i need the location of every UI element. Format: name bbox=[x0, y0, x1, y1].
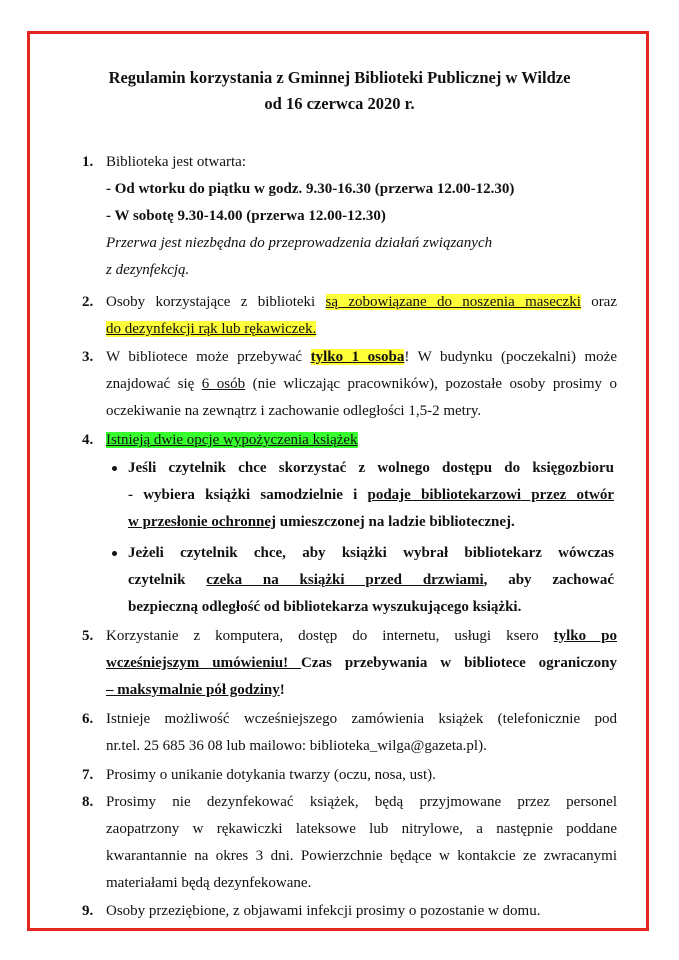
contact-line: nr.tel. 25 685 36 08 lub mailowo: biblioteka_wilga@gazeta.pl). bbox=[106, 738, 487, 754]
rule-text-line3: kwarantannie na okres 3 dni. Powierzchnie będące w kontakcie ze zwracanymi bbox=[106, 848, 617, 864]
document-subtitle-date: od 16 czerwca 2020 r. bbox=[264, 94, 415, 113]
item-number: 2. bbox=[82, 294, 94, 310]
bullet-dot bbox=[112, 466, 117, 471]
item-number: 6. bbox=[82, 711, 94, 727]
rule-item-6 bbox=[82, 706, 617, 760]
break-note-line1: Przerwa jest niezbędna do przeprowadzenia działań związanych bbox=[106, 235, 493, 251]
rule-item-7 bbox=[82, 762, 617, 789]
bullet-option-2 bbox=[128, 540, 614, 621]
bullet-text-line1: Jeżeli czytelnik chce, aby książki wybrał bibliotekarz wówczas bbox=[128, 545, 614, 561]
bullet-text-line3: bezpieczną odległość od bibliotekarza wyszukującego książki. bbox=[128, 599, 522, 615]
document-title: Regulamin korzystania z Gminnej Biblioteki Publicznej w Wildze bbox=[108, 68, 571, 87]
rule-text-line1: W bibliotece może przebywać tylko 1 osoba! W budynku (poczekalni) może bbox=[106, 349, 617, 365]
rule-text-line2 bbox=[106, 316, 617, 343]
rule-text-line1: Prosimy o unikanie dotykania twarzy (oczu, nosa, ust). bbox=[106, 767, 436, 783]
protective-shield-underline: w przesłonie ochronnej bbox=[128, 514, 277, 530]
item-number: 3. bbox=[82, 349, 94, 365]
rule-text-line1: Osoby korzystające z biblioteki są zobowiązane do noszenia maseczki oraz bbox=[106, 294, 617, 310]
rule-text-line1: Korzystanie z komputera, dostęp do internetu, usługi ksero tylko po bbox=[106, 628, 617, 644]
bullet-option-1 bbox=[128, 455, 614, 536]
rule-text-line1 bbox=[106, 427, 617, 454]
two-options-highlight: Istnieją dwie opcje wypożyczenia książek bbox=[106, 432, 358, 448]
hand-over-underline: podaje bibliotekarzowi przez otwór bbox=[367, 487, 614, 503]
rule-text-line3: oczekiwanie na zewnątrz i zachowanie odległości 1,5-2 metry. bbox=[106, 403, 482, 419]
rule-text-line2: zaopatrzony w rękawiczki lateksowe lub nitrylowe, a następnie poddane bbox=[106, 821, 617, 837]
bullet-text-line2: - wybiera książki samodzielnie i podaje bibliotekarzowi przez otwór bbox=[128, 487, 614, 503]
disinfection-requirement-highlight: do dezynfekcji rąk lub rękawiczek. bbox=[106, 321, 317, 337]
rule-item-4 bbox=[82, 427, 617, 454]
rule-item-3 bbox=[82, 344, 617, 425]
rule-item-8 bbox=[82, 789, 617, 897]
item-number: 5. bbox=[82, 628, 94, 644]
item-number: 9. bbox=[82, 903, 94, 919]
opening-hours-intro: Biblioteka jest otwarta: bbox=[106, 154, 246, 170]
bullet-dot bbox=[112, 551, 117, 556]
half-hour-underline: – maksymalnie pół godziny bbox=[106, 682, 280, 698]
bullet-text-line3: w przesłonie ochronnej umieszczonej na ladzie bibliotecznej. bbox=[128, 514, 515, 530]
rule-item-5 bbox=[82, 623, 617, 704]
opening-hours-weekdays: - Od wtorku do piątku w godz. 9.30-16.30 (przerwa 12.00-12.30) bbox=[106, 181, 515, 197]
rule-item-1 bbox=[82, 149, 617, 284]
rule-text-line2: wcześniejszym umówieniu! Czas przebywania w bibliotece ograniczony bbox=[106, 655, 617, 671]
rule-text-line1: Osoby przeziębione, z objawami infekcji prosimy o pozostanie w domu. bbox=[106, 903, 541, 919]
mask-requirement-highlight: są zobowiązane do noszenia maseczki bbox=[325, 294, 581, 310]
rule-text-line1: Prosimy nie dezynfekować książek, będą przyjmowane przez personel bbox=[106, 794, 617, 810]
rule-text-line4: materiałami będą dezynfekowane. bbox=[106, 875, 312, 891]
rule-item-2 bbox=[82, 289, 617, 343]
bullet-text-line2: czytelnik czeka na książki przed drzwiami, aby zachować bbox=[128, 572, 614, 588]
appointment-underline: tylko po bbox=[553, 628, 617, 644]
break-note-line2: z dezynfekcją. bbox=[106, 262, 190, 278]
item-number: 1. bbox=[82, 154, 94, 170]
item-number: 7. bbox=[82, 767, 94, 783]
rule-text-line1: Istnieje możliwość wcześniejszego zamówienia książek (telefonicznie pod bbox=[106, 711, 617, 727]
opening-hours-saturday: - W sobotę 9.30-14.00 (przerwa 12.00-12.30) bbox=[106, 208, 386, 224]
rule-item-9 bbox=[82, 898, 617, 925]
rule-text-line2: znajdować się 6 osób (nie wliczając pracowników), pozostałe osoby prosimy o bbox=[106, 376, 618, 392]
item-number: 4. bbox=[82, 432, 94, 448]
item-number: 8. bbox=[82, 794, 94, 810]
six-people-underline: 6 osób bbox=[201, 376, 246, 392]
rule-text-line3: – maksymalnie pół godziny! bbox=[106, 682, 285, 698]
wait-outside-underline: czeka na książki przed drzwiami bbox=[206, 572, 484, 588]
bullet-text-line1: Jeśli czytelnik chce skorzystać z wolnego dostępu do księgozbioru bbox=[128, 460, 614, 476]
one-person-highlight: tylko 1 osoba bbox=[310, 349, 405, 365]
